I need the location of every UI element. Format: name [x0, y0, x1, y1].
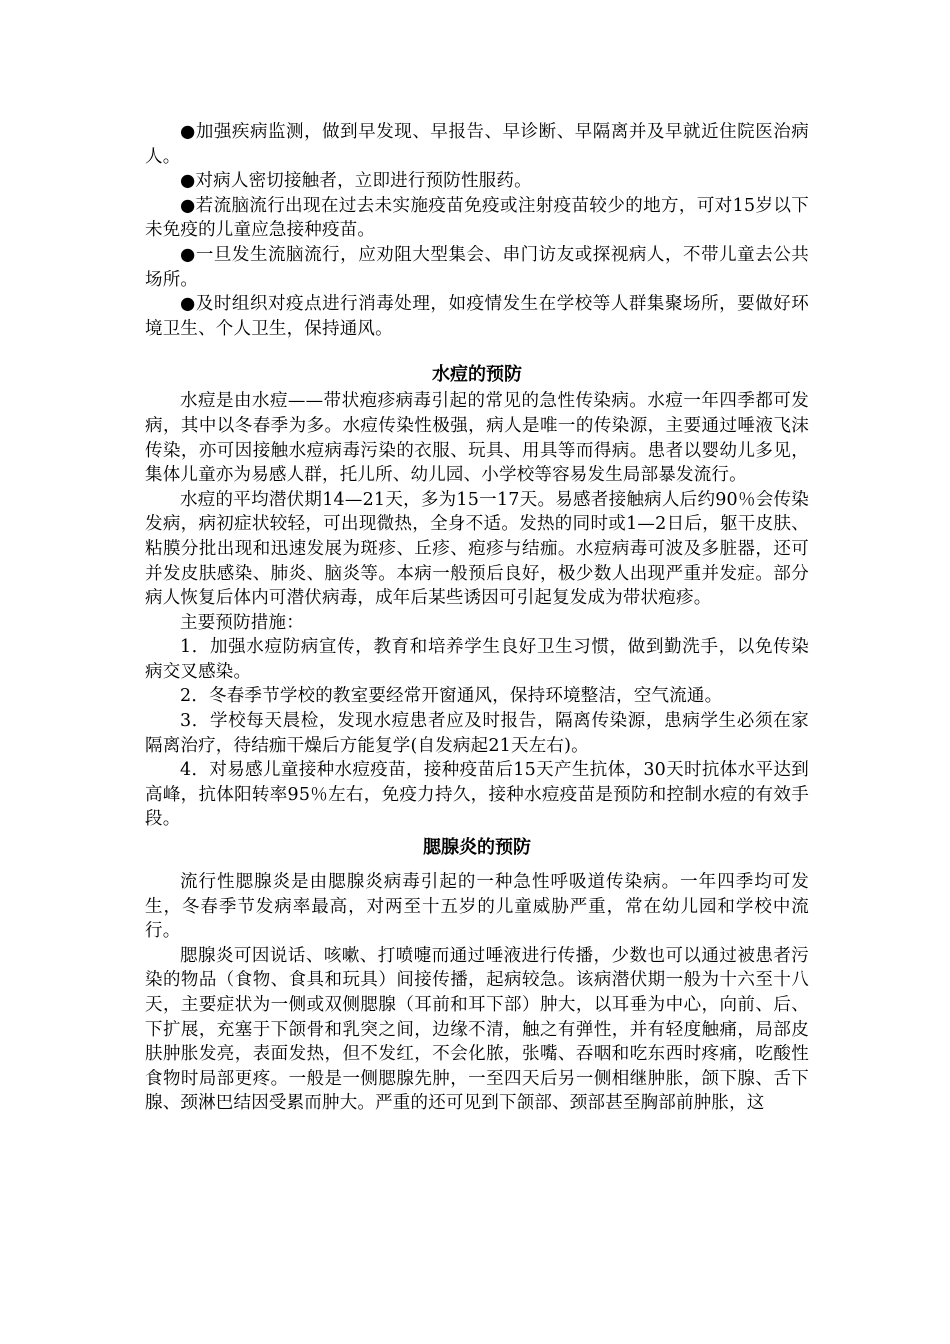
varicella-paragraph: 水痘的平均潜伏期14—21天，多为15一17天。易感者接触病人后约90％会传染发病，病初症状较轻，可出现微热，全身不适。发热的同时或1—2日后，躯干皮肤、粘膜分批出现和迅速发展为斑疹、丘疹、疱疹与结痂。水痘病毒可波及多脏器，还可并发皮肤感染、肺炎、脑炎等。本病一般预后良好，极少数人出现严重并发症。部分病人恢复后体内可潜伏病毒，成年后某些诱因可引起复发成为带状疱疹。: [145, 489, 809, 609]
document-page: [145, 120, 809, 1116]
bullet-gatherings: ●一旦发生流脑流行，应劝阻大型集会、串门访友或探视病人，不带儿童去公共场所。: [145, 244, 809, 290]
varicella-measure: 3．学校每天晨检，发现水痘患者应及时报告，隔离传染源，患病学生必须在家隔离治疗，待结痂干燥后方能复学(自发病起21天左右)。: [145, 711, 809, 756]
varicella-measures-label: 主要预防措施：: [180, 612, 304, 633]
varicella-measure: 2．冬春季节学校的教室要经常开窗通风，保持环境整洁，空气流通。: [180, 686, 723, 707]
bullet-vaccination: ●若流脑流行出现在过去未实施疫苗免疫或注射疫苗较少的地方，可对15岁以下未免疫的儿童应急接种疫苗。: [145, 195, 809, 241]
varicella-heading: 水痘的预防: [432, 364, 522, 386]
mumps-paragraph: 流行性腮腺炎是由腮腺炎病毒引起的一种急性呼吸道传染病。一年四季均可发生，冬春季节发病率最高，对两至十五岁的儿童威胁严重，常在幼儿园和学校中流行。: [145, 872, 809, 942]
mumps-heading: 腮腺炎的预防: [423, 837, 531, 859]
mumps-paragraph: 腮腺炎可因说话、咳嗽、打喷嚏而通过唾液进行传播，少数也可以通过被患者污染的物品（食物、食具和玩具）间接传播，起病较急。该病潜伏期一般为十六至十八天，主要症状为一侧或双侧腮腺（耳前和耳下部）肿大，以耳垂为中心，向前、后、下扩展，充塞于下颌骨和乳突之间，边缘不清，触之有弹性，并有轻度触痛，局部皮肤肿胀发亮，表面发热，但不发红，不会化脓，张嘴、吞咽和吃东西时疼痛，吃酸性食物时局部更疼。一般是一侧腮腺先肿，一至四天后另一侧相继肿胀，颌下腺、舌下腺、颈淋巴结因受累而肿大。严重的还可见到下颌部、颈部甚至胸部前肿胀，这: [145, 945, 809, 1114]
bullet-prophylaxis: ●对病人密切接触者，立即进行预防性服药。: [180, 171, 532, 192]
varicella-measure: 4．对易感儿童接种水痘疫苗，接种疫苗后15天产生抗体，30天时抗体水平达到高峰，抗体阳转率95％左右，免疫力持久，接种水痘疫苗是预防和控制水痘的有效手段。: [145, 760, 809, 830]
bullet-surveillance: ●加强疾病监测，做到早发现、早报告、早诊断、早隔离并及早就近住院医治病人。: [145, 122, 809, 167]
varicella-paragraph: 水痘是由水痘——带状疱疹病毒引起的常见的急性传染病。水痘一年四季都可发病，其中以冬春季为多。水痘传染性极强，病人是唯一的传染源，主要通过唾液飞沫传染，亦可因接触水痘病毒污染的衣服、玩具、用具等而得病。患者以婴幼儿多见，集体儿童亦为易感人群，托儿所、幼儿园、小学校等容易发生局部暴发流行。: [145, 391, 809, 486]
varicella-measure: 1．加强水痘防病宣传，教育和培养学生良好卫生习惯，做到勤洗手，以免传染病交叉感染。: [145, 637, 809, 682]
bullet-disinfection: ●及时组织对疫点进行消毒处理，如疫情发生在学校等人群集聚场所，要做好环境卫生、个人卫生，保持通风。: [145, 294, 809, 339]
